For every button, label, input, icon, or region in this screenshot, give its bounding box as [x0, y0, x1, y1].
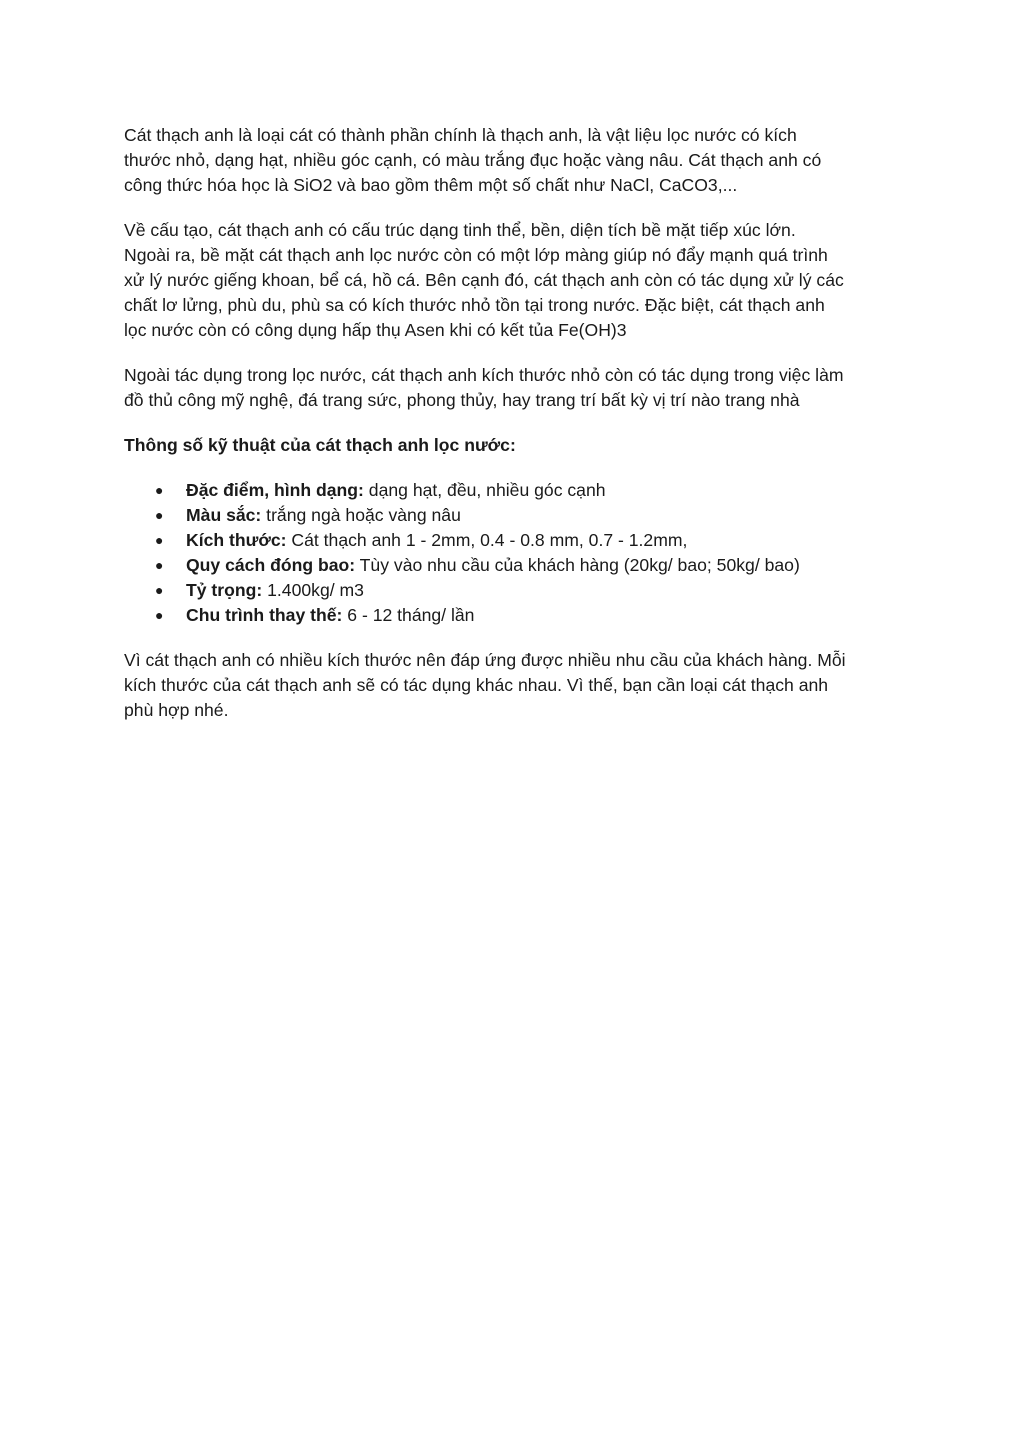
spec-value: trắng ngà hoặc vàng nâu: [261, 505, 461, 525]
bullet-icon: ●: [155, 607, 164, 623]
spec-item-shape: [124, 478, 914, 503]
intro-paragraph: Cát thạch anh là loại cát có thành phần chính là thạch anh, là vật liệu lọc nước có kích thước nhỏ, dạng hạt, nhiều góc cạnh, có màu trắng đục hoặc vàng nâu. Cát thạch anh có công thức hóa học là SiO2 và bao gồm thêm một số chất như NaCl, CaCO3,...: [124, 125, 822, 195]
structure-paragraph: Về cấu tạo, cát thạch anh có cấu trúc dạng tinh thể, bền, diện tích bề mặt tiếp xúc lớn. Ngoài ra, bề mặt cát thạch anh lọc nước còn có một lớp màng giúp nó đẩy mạnh quá trình xử lý nước giếng khoan, bể cá, hồ cá. Bên cạnh đó, cát thạch anh còn có tác dụng xử lý các chất lơ lửng, phù du, phù sa có kích thước nhỏ tồn tại trong nước. Đặc biệt, cát thạch anh lọc nước còn có công dụng hấp thụ Asen khi có kết tủa Fe(OH)3: [124, 220, 844, 340]
bullet-icon: ●: [155, 582, 164, 598]
spec-item-density: [124, 578, 914, 603]
specs-heading: Thông số kỹ thuật của cát thạch anh lọc nước:: [124, 435, 516, 455]
spec-key: Tỷ trọng:: [186, 580, 263, 600]
spec-value: Cát thạch anh 1 - 2mm, 0.4 - 0.8 mm, 0.7 - 1.2mm,: [286, 530, 688, 550]
spec-value: 6 - 12 tháng/ lần: [342, 605, 475, 625]
spec-item-color: [124, 503, 914, 528]
spec-item-packaging: [124, 553, 914, 578]
spec-key: Đặc điểm, hình dạng:: [186, 480, 364, 500]
spec-key: Màu sắc:: [186, 505, 262, 525]
spec-key: Quy cách đóng bao:: [186, 555, 356, 575]
bullet-icon: ●: [155, 507, 164, 523]
bullet-icon: ●: [155, 482, 164, 498]
document-page: [124, 123, 914, 743]
spec-value: 1.400kg/ m3: [262, 580, 364, 600]
applications-paragraph: Ngoài tác dụng trong lọc nước, cát thạch anh kích thước nhỏ còn có tác dụng trong việc làm đồ thủ công mỹ nghệ, đá trang sức, phong thủy, hay trang trí bất kỳ vị trí nào trang nhà: [124, 365, 844, 410]
spec-item-replacement-cycle: [124, 603, 914, 628]
spec-value: Tùy vào nhu cầu của khách hàng (20kg/ bao; 50kg/ bao): [355, 555, 800, 575]
bullet-icon: ●: [155, 532, 164, 548]
spec-value: dạng hạt, đều, nhiều góc cạnh: [363, 480, 606, 500]
spec-key: Kích thước:: [186, 530, 287, 550]
spec-key: Chu trình thay thế:: [186, 605, 343, 625]
closing-paragraph: Vì cát thạch anh có nhiều kích thước nên đáp ứng được nhiều nhu cầu của khách hàng. Mỗi kích thước của cát thạch anh sẽ có tác dụng khác nhau. Vì thế, bạn cần loại cát thạch anh phù hợp nhé.: [124, 650, 846, 720]
specs-list: [124, 478, 914, 628]
bullet-icon: ●: [155, 557, 164, 573]
spec-item-size: [124, 528, 914, 553]
